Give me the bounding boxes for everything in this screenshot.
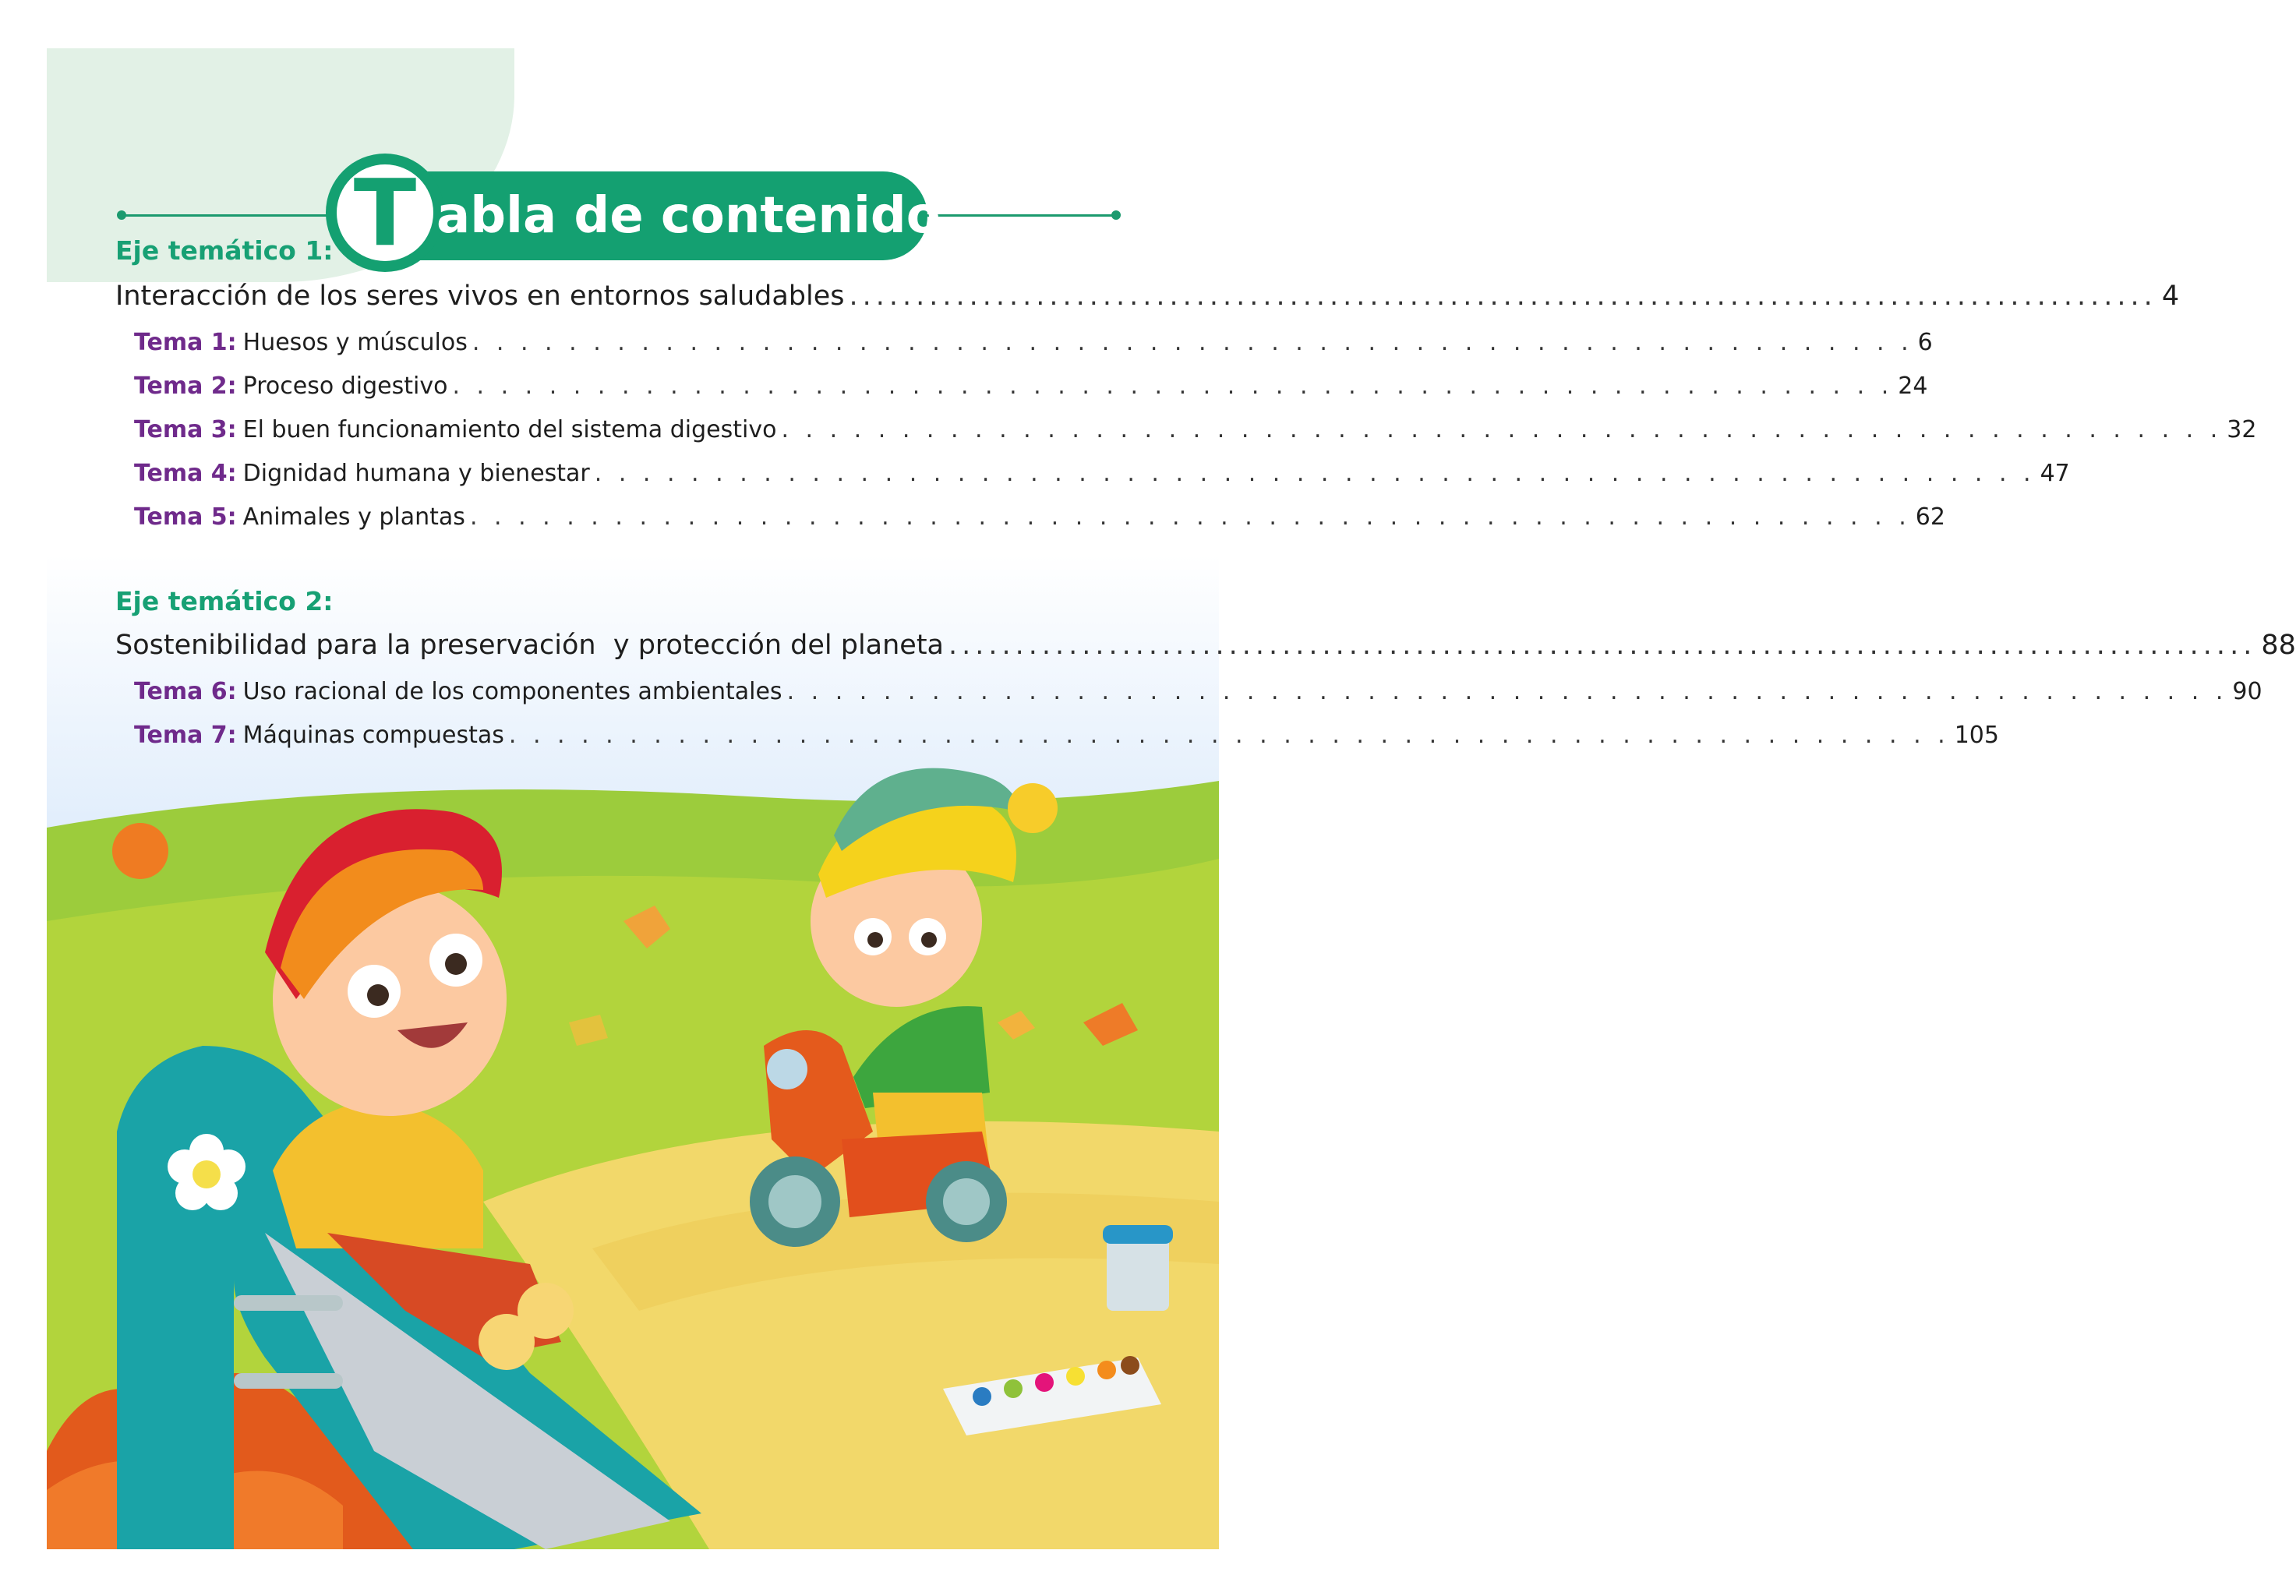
dot-leader: . . . . . . . . . . . . . . . . . . . . . . . . . . . . . . . . . . . . . . . . . . . . . . . . . . . . . . . . . . . . — [469, 503, 1911, 531]
tema-label: Tema 7: — [134, 722, 237, 749]
tema-text: Dignidad humana y bienestar — [242, 460, 590, 487]
toc-tema-entry[interactable] — [134, 416, 2257, 443]
page-number: 6 — [1917, 329, 1933, 356]
page-number: 88 — [2261, 630, 2296, 661]
dot-leader: .................................................................................................. — [849, 281, 2157, 312]
title-initial: T — [353, 159, 417, 267]
toc-tema-entry[interactable] — [134, 460, 2070, 487]
page — [47, 48, 2296, 1549]
tema-text: Animales y plantas — [242, 503, 465, 531]
tema-label: Tema 6: — [134, 678, 237, 705]
toc-main-entry[interactable] — [115, 630, 2296, 661]
toc-main-text: Sostenibilidad para la preservación y protección del planeta — [115, 630, 945, 661]
dot-leader: .................................................................................................. — [948, 630, 2257, 661]
toc-main-entry[interactable] — [115, 281, 2180, 312]
dot-leader: . . . . . . . . . . . . . . . . . . . . . . . . . . . . . . . . . . . . . . . . . . . . . . . . . . . . . . . . . . . . — [472, 329, 1913, 356]
title-rule-dot-left — [117, 210, 126, 220]
page-number: 62 — [1915, 503, 1945, 531]
tema-label: Tema 4: — [134, 460, 237, 487]
page-number: 47 — [2040, 460, 2070, 487]
toc-main-text: Interacción de los seres vivos en entornos saludables — [115, 281, 845, 312]
tema-label: Tema 2: — [134, 373, 237, 400]
toc-tema-entry[interactable] — [134, 503, 1945, 531]
page-number: 90 — [2232, 678, 2262, 705]
dot-leader: . . . . . . . . . . . . . . . . . . . . . . . . . . . . . . . . . . . . . . . . . . . . . . . . . . . . . . . . . . . . — [452, 373, 1894, 400]
page-number: 24 — [1898, 373, 1928, 400]
dot-leader: . . . . . . . . . . . . . . . . . . . . . . . . . . . . . . . . . . . . . . . . . . . . . . . . . . . . . . . . . . . . — [508, 722, 1950, 749]
dot-leader: . . . . . . . . . . . . . . . . . . . . . . . . . . . . . . . . . . . . . . . . . . . . . . . . . . . . . . . . . . . . — [786, 678, 2228, 705]
tema-text: Huesos y músculos — [242, 329, 468, 356]
tema-text: El buen funcionamiento del sistema digestivo — [242, 416, 777, 443]
eje-heading: Eje temático 2: — [115, 586, 334, 616]
illustration-playground — [47, 765, 1219, 1549]
dot-leader: . . . . . . . . . . . . . . . . . . . . . . . . . . . . . . . . . . . . . . . . . . . . . . . . . . . . . . . . . . . . — [594, 460, 2036, 487]
toc-tema-entry[interactable] — [134, 722, 1999, 749]
toc-tema-entry[interactable] — [134, 678, 2262, 705]
page-number: 105 — [1954, 722, 1999, 749]
title-rule-dot-right — [1111, 210, 1121, 220]
tema-label: Tema 3: — [134, 416, 237, 443]
tema-text: Uso racional de los componentes ambientales — [242, 678, 782, 705]
dot-leader: . . . . . . . . . . . . . . . . . . . . . . . . . . . . . . . . . . . . . . . . . . . . . . . . . . . . . . . . . . . . — [781, 416, 2223, 443]
title-rule-right — [912, 214, 1116, 217]
toc-tema-entry[interactable] — [134, 373, 1928, 400]
eje-heading: Eje temático 1: — [115, 235, 334, 266]
page-number: 32 — [2227, 416, 2257, 443]
title-rule-left — [121, 214, 331, 217]
tema-label: Tema 1: — [134, 329, 237, 356]
toc-tema-entry[interactable] — [134, 329, 1933, 356]
page-title: abla de contenido — [436, 187, 941, 245]
tema-text: Máquinas compuestas — [242, 722, 504, 749]
tema-text: Proceso digestivo — [242, 373, 448, 400]
tema-label: Tema 5: — [134, 503, 237, 531]
page-number: 4 — [2161, 281, 2180, 312]
